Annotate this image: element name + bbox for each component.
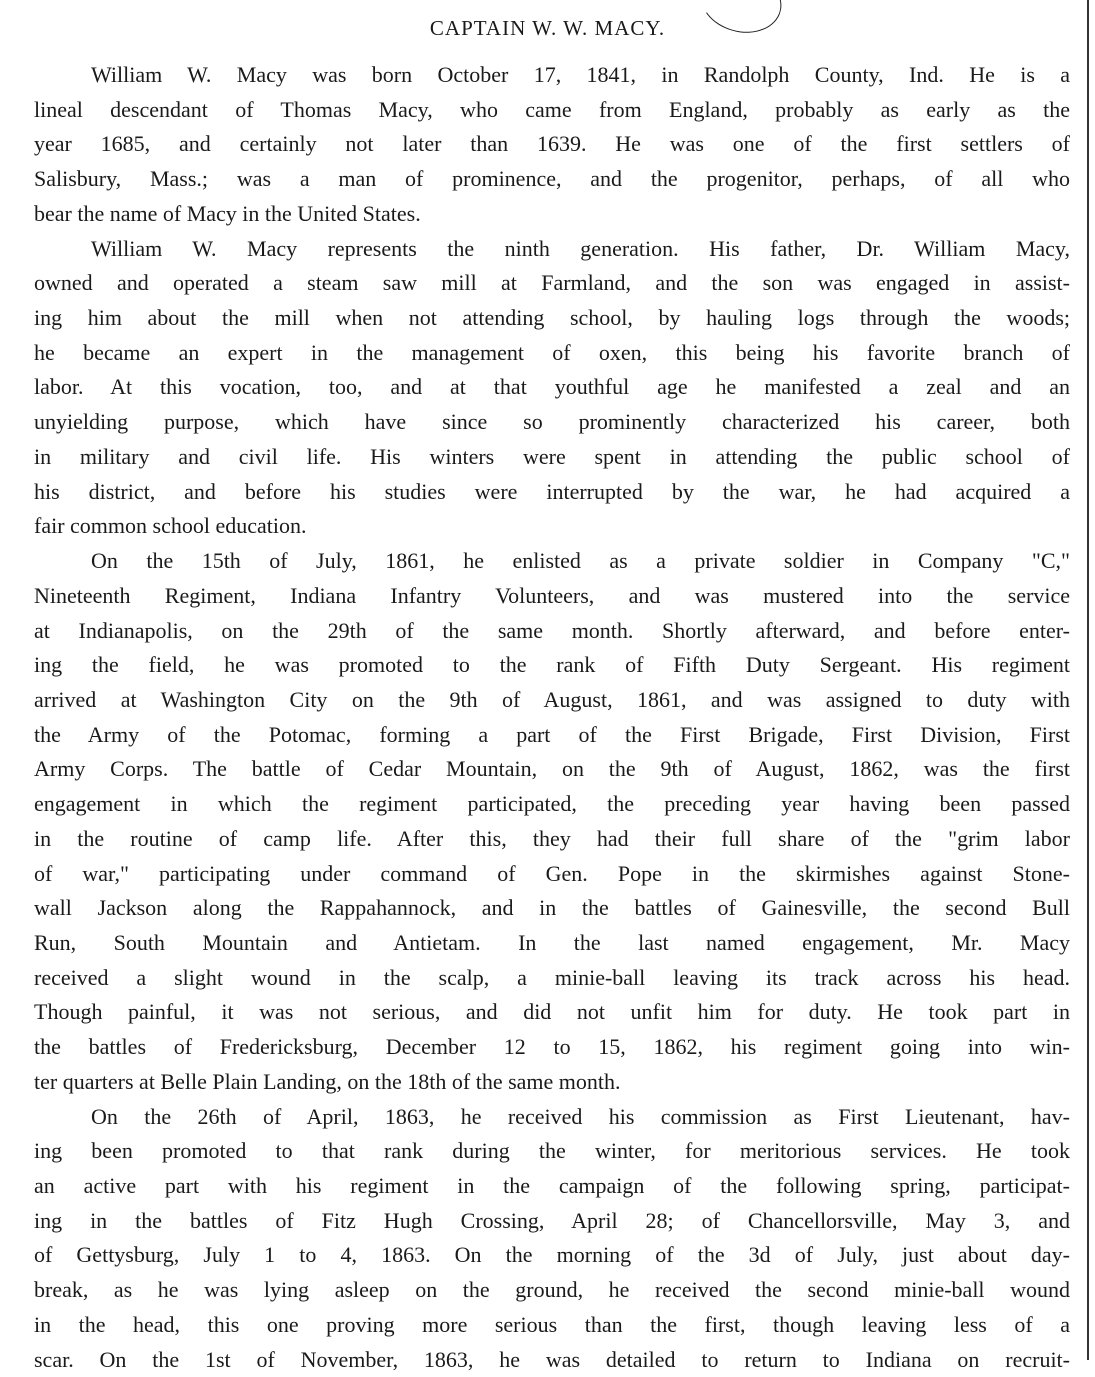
text-line: unyielding purpose, which have since so prominently characterized his career, both	[34, 409, 1070, 435]
column-rule	[1087, 0, 1089, 1360]
text-line: lineal descendant of Thomas Macy, who came from England, probably as early as the	[34, 96, 1070, 122]
text-line: ter quarters at Belle Plain Landing, on the 18th of the same month.	[34, 1068, 621, 1094]
text-line: received a slight wound in the scalp, a minie-ball leaving its track across his head.	[34, 964, 1070, 990]
text-line: an active part with his regiment in the campaign of the following spring, participat-	[34, 1173, 1070, 1198]
text-line: he became an expert in the management of oxen, this being his favorite branch of	[34, 339, 1070, 365]
text-line: his district, and before his studies were interrupted by the war, he had acquired a	[34, 478, 1070, 504]
text-line: Nineteenth Regiment, Indiana Infantry Volunteers, and was mustered into the service	[34, 582, 1070, 608]
text-line: in military and civil life. His winters were spent in attending the public school of	[34, 443, 1070, 469]
text-line: William W. Macy represents the ninth generation. His father, Dr. William Macy,	[91, 235, 1070, 261]
text-line: year 1685, and certainly not later than 1639. He was one of the first settlers of	[34, 131, 1070, 157]
text-line: ing in the battles of Fitz Hugh Crossing, April 28; of Chancellorsville, May 3, and	[34, 1207, 1070, 1233]
text-line: Though painful, it was not serious, and did not unfit him for duty. He took part in	[34, 999, 1070, 1025]
text-line: owned and operated a steam saw mill at Farmland, and the son was engaged in assist-	[34, 270, 1070, 296]
text-line: of Gettysburg, July 1 to 4, 1863. On the morning of the 3d of July, just about day-	[34, 1242, 1070, 1268]
text-line: engagement in which the regiment participated, the preceding year having been passed	[34, 791, 1070, 817]
text-line: ing him about the mill when not attending school, by hauling logs through the woods;	[34, 305, 1070, 331]
text-line: of war," participating under command of Gen. Pope in the skirmishes against Stone-	[34, 860, 1070, 886]
page-title: CAPTAIN W. W. MACY.	[429, 16, 666, 40]
text-line: Run, South Mountain and Antietam. In the last named engagement, Mr. Macy	[34, 929, 1070, 955]
text-line: at Indianapolis, on the 29th of the same month. Shortly afterward, and before enter-	[34, 617, 1070, 643]
text-line: ing been promoted to that rank during the winter, for meritorious services. He took	[34, 1138, 1070, 1164]
text-line: On the 15th of July, 1861, he enlisted as a private soldier in Company "C,"	[91, 548, 1070, 574]
text-line: the Army of the Potomac, forming a part of the First Brigade, First Division, First	[34, 721, 1070, 747]
text-line: ing the field, he was promoted to the rank of Fifth Duty Sergeant. His regiment	[34, 652, 1070, 678]
text-line: in the routine of camp life. After this, they had their full share of the "grim labor	[34, 825, 1070, 851]
text-line: bear the name of Macy in the United States.	[34, 200, 421, 226]
text-line: wall Jackson along the Rappahannock, and in the battles of Gainesville, the second Bull	[34, 895, 1070, 921]
text-line: Army Corps. The battle of Cedar Mountain, on the 9th of August, 1862, was the first	[34, 756, 1070, 782]
text-line: labor. At this vocation, too, and at that youthful age he manifested a zeal and an	[34, 374, 1070, 400]
text-line: break, as he was lying asleep on the ground, he received the second minie-ball wound	[34, 1277, 1070, 1303]
text-line: scar. On the 1st of November, 1863, he was detailed to return to Indiana on recruit-	[34, 1346, 1070, 1372]
text-line: arrived at Washington City on the 9th of August, 1861, and was assigned to duty with	[34, 686, 1070, 712]
text-line: Salisbury, Mass.; was a man of prominence, and the progenitor, perhaps, of all who	[34, 166, 1070, 192]
text-line: in the head, this one proving more serious than the first, though leaving less of a	[34, 1311, 1070, 1337]
article-body	[34, 58, 1070, 1377]
text-line: On the 26th of April, 1863, he received his commission as First Lieutenant, hav-	[91, 1103, 1070, 1129]
text-line: the battles of Fredericksburg, December 12 to 15, 1862, his regiment going into win-	[34, 1034, 1070, 1060]
text-line: fair common school education.	[34, 513, 307, 539]
text-line: William W. Macy was born October 17, 1841, in Randolph County, Ind. He is a	[91, 62, 1070, 87]
